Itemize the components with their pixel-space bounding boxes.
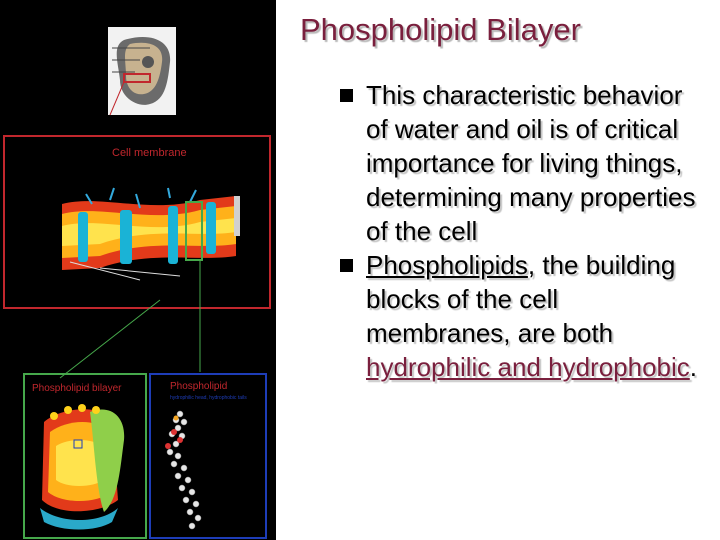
molecule-panel [150,374,266,538]
hydrophilic-hydrophobic-link[interactable]: hydrophilic and hydrophobic [366,352,690,382]
slide-title: Phospholipid Bilayer [300,12,581,47]
bullet-text: This characteristic behavior of water and oil is of critical importance for living things, determining many properties of the cell [366,80,696,246]
bilayer-panel [24,374,146,538]
molecule-panel-sublabel: hydrophilic head, hydrophobic tails [170,395,247,401]
bullet-item [336,78,706,248]
bullet-square-icon [340,259,353,272]
bullet-end-punct: . [689,352,698,382]
membrane-panel-label: Cell membrane [112,147,187,159]
bullet-square-icon [340,89,353,102]
bullet-list [336,78,706,384]
membrane-panel [4,136,270,308]
cell-thumbnail [108,27,176,115]
bullet-item [336,248,706,384]
bilayer-panel-label: Phospholipid bilayer [32,383,122,394]
membrane-diagram [0,0,276,540]
bullet-text: , the building blocks of the cell membranes, are both [366,250,676,348]
molecule-panel-label: Phospholipid [170,381,228,392]
phospholipids-link[interactable]: Phospholipids [366,250,528,280]
membrane-illustration [0,0,276,540]
